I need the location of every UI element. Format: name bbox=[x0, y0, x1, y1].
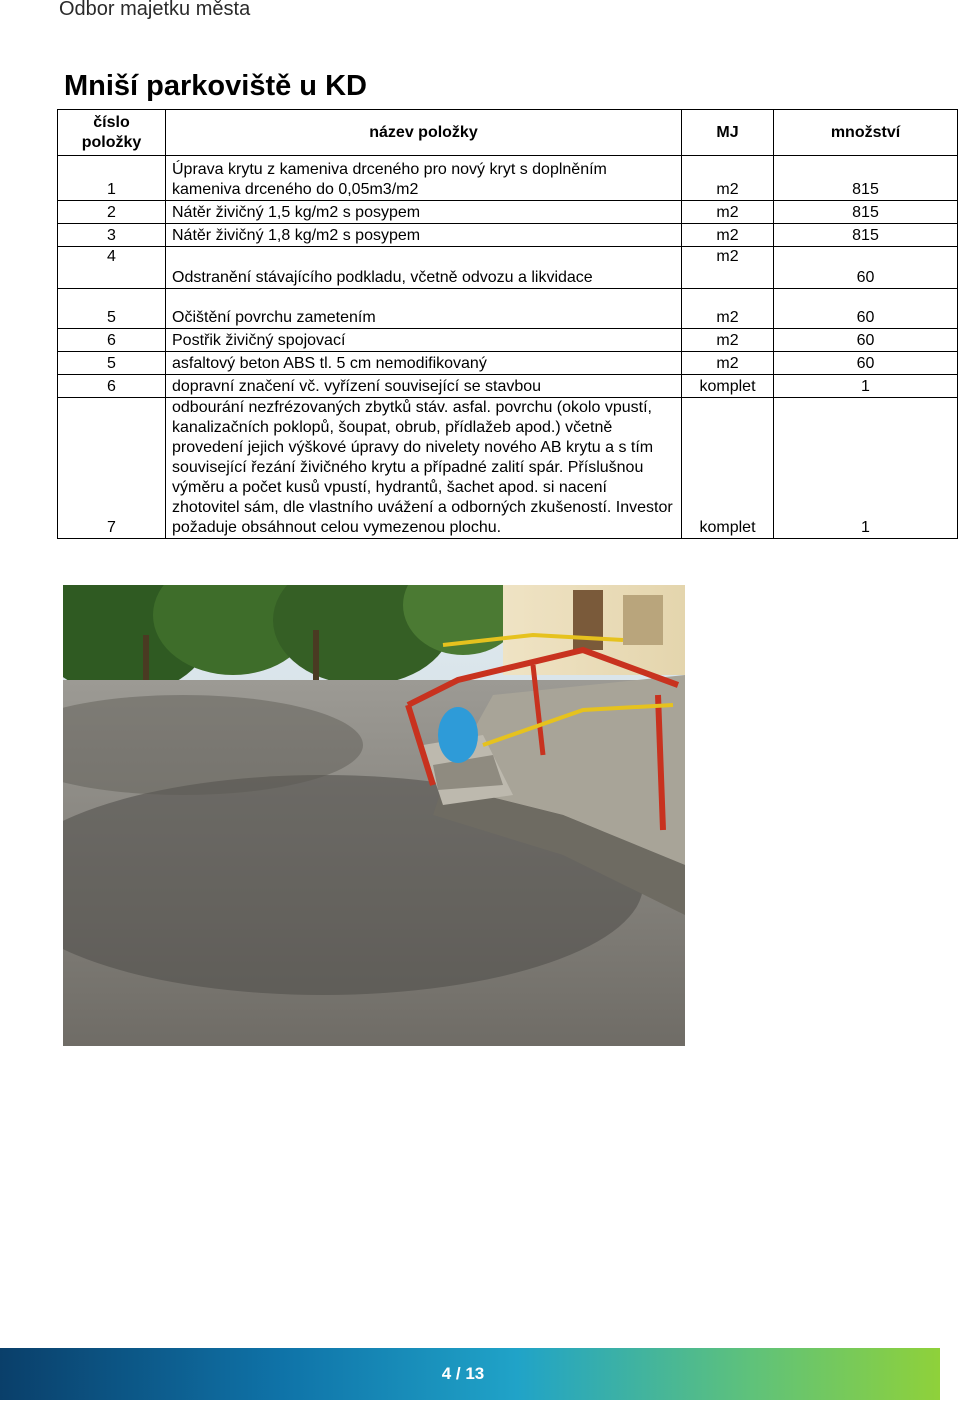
table-row bbox=[58, 224, 958, 247]
row-quantity: 60 bbox=[774, 289, 958, 329]
row-number: 4 bbox=[58, 247, 166, 289]
header-number: číslo položky bbox=[58, 110, 166, 156]
table-row bbox=[58, 329, 958, 352]
row-unit: m2 bbox=[682, 247, 774, 289]
row-name: Úprava krytu z kameniva drceného pro nový kryt s doplněním kameniva drceného do 0,05m3/m2 bbox=[166, 156, 682, 201]
header-org: Odbor majetku města bbox=[59, 0, 251, 20]
row-quantity: 815 bbox=[774, 224, 958, 247]
row-quantity: 815 bbox=[774, 201, 958, 224]
header-name: název položky bbox=[166, 110, 682, 156]
row-name: Postřik živičný spojovací bbox=[166, 329, 682, 352]
row-number: 1 bbox=[58, 156, 166, 201]
row-name: Odstranění stávajícího podkladu, včetně odvozu a likvidace bbox=[166, 247, 682, 289]
row-number: 6 bbox=[58, 375, 166, 398]
row-number: 6 bbox=[58, 329, 166, 352]
table-row bbox=[58, 289, 958, 329]
items-table bbox=[57, 109, 958, 539]
row-unit: m2 bbox=[682, 289, 774, 329]
row-quantity: 815 bbox=[774, 156, 958, 201]
row-unit: m2 bbox=[682, 224, 774, 247]
row-unit: m2 bbox=[682, 329, 774, 352]
header-unit: MJ bbox=[682, 110, 774, 156]
table-row bbox=[58, 352, 958, 375]
table-header-row bbox=[58, 110, 958, 156]
row-name: Očištění povrchu zametením bbox=[166, 289, 682, 329]
table-row bbox=[58, 398, 958, 539]
row-quantity: 1 bbox=[774, 398, 958, 539]
parking-lot-photo bbox=[63, 585, 685, 1046]
row-unit: komplet bbox=[682, 375, 774, 398]
table-row bbox=[58, 201, 958, 224]
table-row bbox=[58, 375, 958, 398]
row-number: 5 bbox=[58, 352, 166, 375]
row-number: 3 bbox=[58, 224, 166, 247]
table-row bbox=[58, 247, 958, 289]
row-quantity: 60 bbox=[774, 352, 958, 375]
row-name: Nátěr živičný 1,8 kg/m2 s posypem bbox=[166, 224, 682, 247]
header-quantity: množství bbox=[774, 110, 958, 156]
page-title: Mniší parkoviště u KD bbox=[64, 70, 367, 102]
table-row bbox=[58, 156, 958, 201]
row-number: 2 bbox=[58, 201, 166, 224]
page-number: 4 / 13 bbox=[441, 1364, 485, 1383]
row-quantity: 1 bbox=[774, 375, 958, 398]
row-quantity: 60 bbox=[774, 247, 958, 289]
row-name: asfaltový beton ABS tl. 5 cm nemodifikovaný bbox=[166, 352, 682, 375]
row-number: 5 bbox=[58, 289, 166, 329]
row-unit: m2 bbox=[682, 156, 774, 201]
row-number: 7 bbox=[58, 398, 166, 539]
row-name: dopravní značení vč. vyřízení související se stavbou bbox=[166, 375, 682, 398]
row-name: Nátěr živičný 1,5 kg/m2 s posypem bbox=[166, 201, 682, 224]
row-quantity: 60 bbox=[774, 329, 958, 352]
row-unit: m2 bbox=[682, 201, 774, 224]
row-unit: m2 bbox=[682, 352, 774, 375]
row-name: odbourání nezfrézovaných zbytků stáv. asfal. povrchu (okolo vpustí, kanalizačních poklopů, šoupat, obrub, přídlažeb apod.) včetně provedení jejich výškové úpravy do nivelety nového AB krytu a s tím související řezání živičného krytu a případné zalití spár. Příslušnou výměru a počet kusů vpustí, hydrantů, šachet apod. si nacení zhotovitel sám, dle vlastního uvážení a odborných zkušeností. Investor požaduje obsáhnout celou vymezenou plochu. bbox=[166, 398, 682, 539]
row-unit: komplet bbox=[682, 398, 774, 539]
